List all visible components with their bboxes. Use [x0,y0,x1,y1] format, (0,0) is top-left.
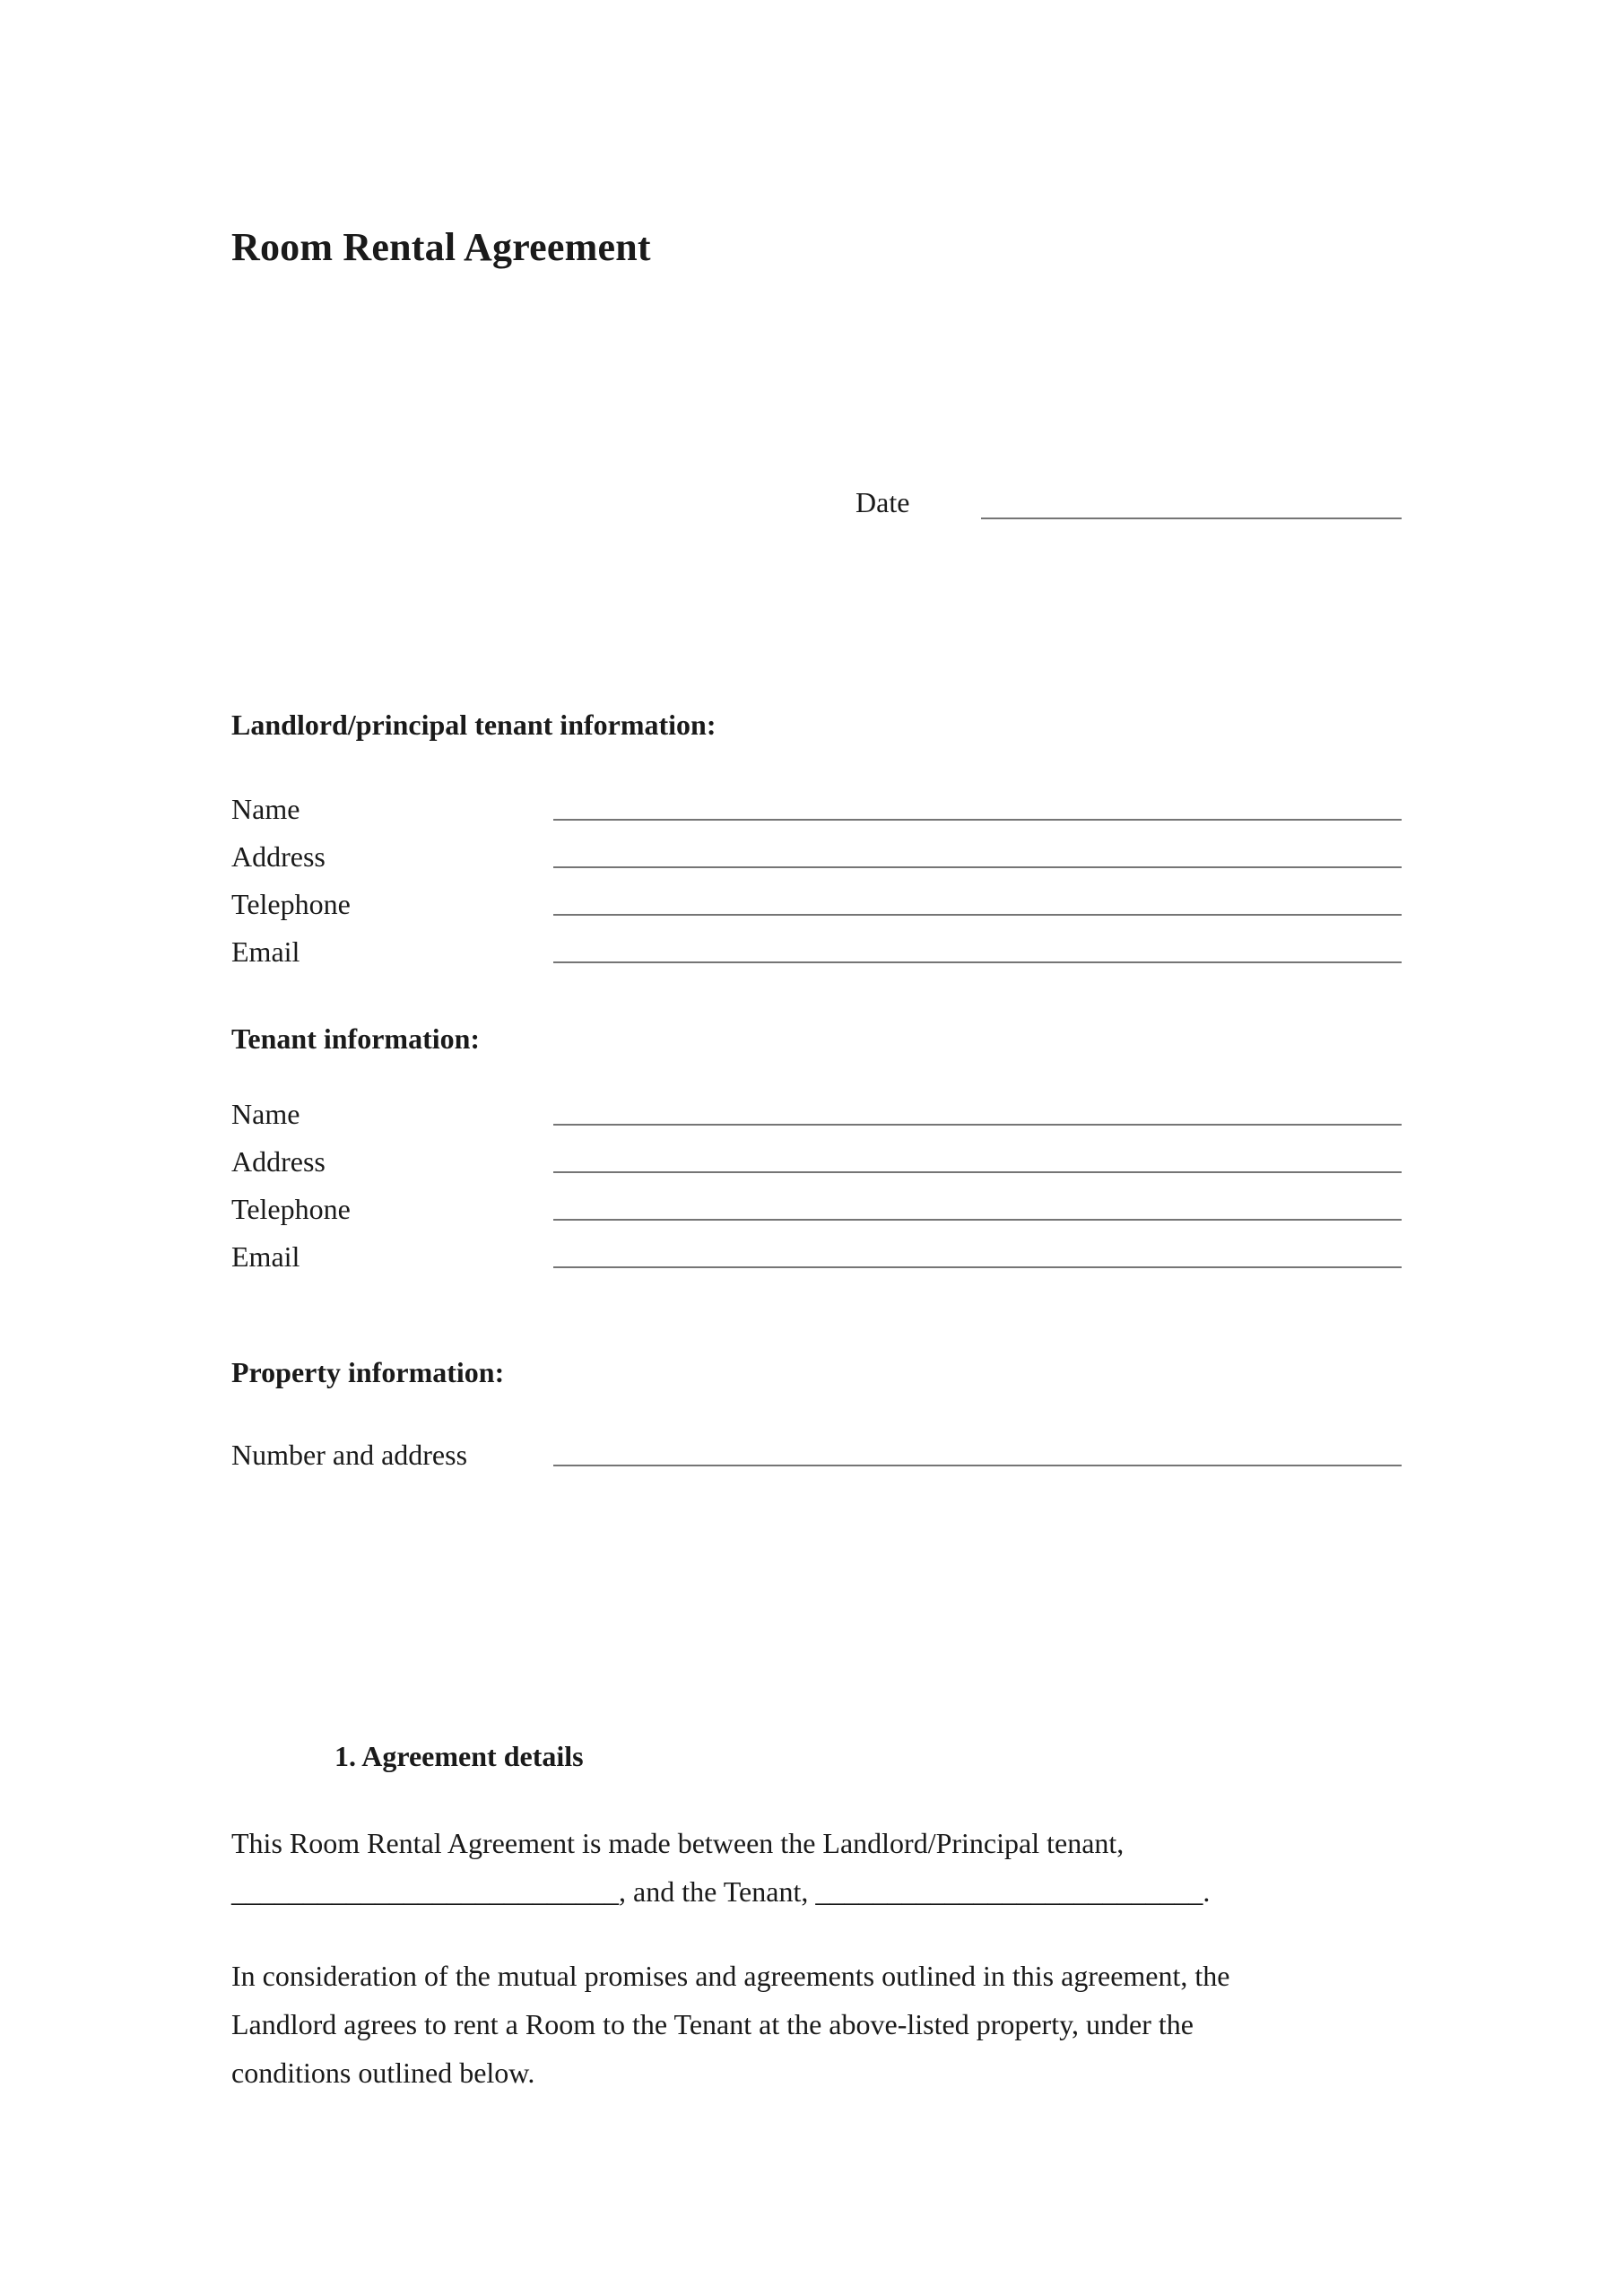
agreement-paragraph-1 [231,1819,1433,1916]
landlord-address-input-line[interactable] [553,866,1402,868]
landlord-telephone-input-line[interactable] [553,914,1402,916]
agreement-paragraph-2 [231,1952,1433,2097]
tenant-email-label: Email [231,1240,300,1273]
property-number-address-input-line[interactable] [553,1465,1402,1466]
date-input-line[interactable] [981,517,1402,519]
landlord-name-input-line[interactable] [553,819,1402,821]
date-label: Date [855,486,910,518]
tenant-telephone-label: Telephone [231,1193,351,1225]
property-section-heading: Property information: [231,1356,505,1388]
document-title: Room Rental Agreement [231,225,651,269]
landlord-section-heading: Landlord/principal tenant information: [231,709,716,741]
agreement-paragraph-2-line-3: conditions outlined below. [231,2057,535,2089]
tenant-section-heading: Tenant information: [231,1022,481,1055]
landlord-address-label: Address [231,840,326,873]
landlord-email-input-line[interactable] [553,961,1402,963]
agreement-paragraph-2-line-2: Landlord agrees to rent a Room to the Tenant at the above-listed property, under the [231,2008,1194,2040]
agreement-paragraph-2-line-1: In consideration of the mutual promises and agreements outlined in this agreement, the [231,1960,1230,1992]
tenant-email-input-line[interactable] [553,1266,1402,1268]
tenant-name-input-line[interactable] [553,1124,1402,1126]
agreement-details-heading: 1. Agreement details [334,1740,584,1772]
tenant-name-label: Name [231,1098,300,1130]
tenant-address-input-line[interactable] [553,1171,1402,1173]
landlord-name-label: Name [231,793,300,825]
agreement-paragraph-1-line-1: This Room Rental Agreement is made between the Landlord/Principal tenant, [231,1827,1125,1859]
landlord-telephone-label: Telephone [231,888,351,920]
tenant-telephone-input-line[interactable] [553,1219,1402,1221]
landlord-email-label: Email [231,935,300,968]
property-number-address-label: Number and address [231,1439,468,1471]
agreement-paragraph-1-line-2: ___________________________, and the Tenant, ___________________________. [231,1875,1211,1908]
tenant-address-label: Address [231,1145,326,1178]
